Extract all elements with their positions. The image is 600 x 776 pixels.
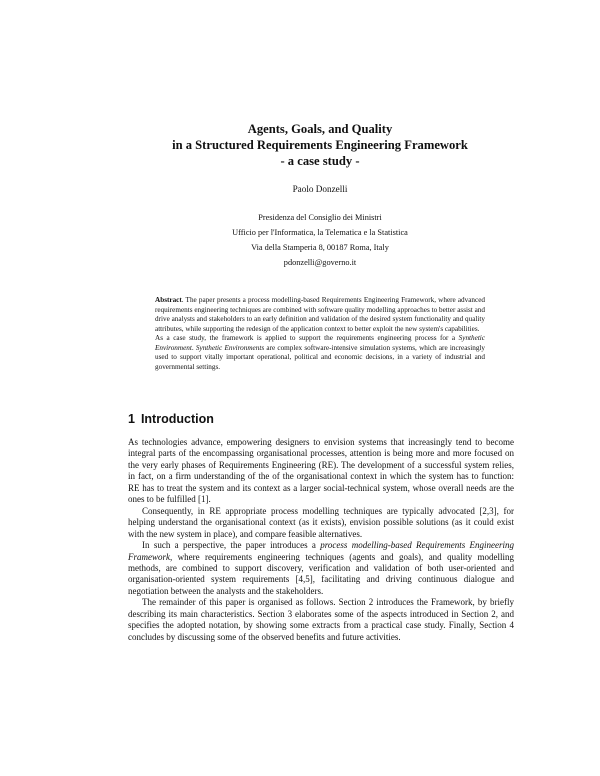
abstract-text-2b: . — [191, 343, 196, 352]
section-heading — [128, 412, 214, 426]
section-number: 1 — [128, 412, 135, 426]
body-paragraph-4: The remainder of this paper is organised as follows. Section 2 introduces the Framework, by briefly describing its main characteristics. Section 3 elaborates some of the aspects introduced in Section 2, and specifies the adopted notation, by showing some extracts from a practical case study. Finally, Section 4 concludes by discussing some of the observed benefits and future activities. — [128, 597, 514, 642]
author-email: pdonzelli@governo.it — [283, 258, 357, 267]
abstract-paragraph-2 — [155, 334, 485, 372]
abstract-label: Abstract — [155, 296, 182, 304]
abstract-term-2: Synthetic Environments — [195, 343, 265, 352]
body-paragraph-2: Consequently, in RE appropriate process modelling techniques are typically advocated [2,3], for helping understand the organisational context (as it exists), envision possible solutions (as it could exist with the new system in place), and compare feasible alternatives. — [128, 505, 514, 539]
abstract-text-2a: As a case study, the framework is applied to support the requirements engineering process for a — [155, 334, 459, 342]
body-term: process modelling-based Requirements Engineering Framework — [128, 540, 515, 562]
abstract-text-2c: are complex software-intensive simulation systems, which are increasingly used to support vitally important operational, political and economic decisions, in a variety of industrial and governmental settings. — [155, 343, 485, 371]
abstract-term-1: Synthetic Environment — [155, 334, 485, 352]
body-text-3b: , where requirements engineering techniques (agents and goals), and quality modelling methods, are combined to support discovery, verification and validation of both user-oriented and organisation-oriented system requirements [4,5], facilitating and driving continuous dialogue and negotiation between the analysts and the stakeholders. — [128, 551, 514, 596]
title-line-3: - a case study - — [280, 154, 360, 168]
body-paragraph-1: As technologies advance, empowering designers to envision systems that increasingly tend to become integral parts of the encompassing organisational processes, attention is being more and more focused on the very early phases of Requirements Engineering (RE). The development of a successful system relies, in fact, on a firm understanding of the of the organisational context in which the system has to function: RE has to treat the system and its context as a larger social-technical system, whose overall needs are the ones to be fulfilled [1]. — [128, 437, 514, 505]
section-body — [128, 437, 514, 643]
body-text-3a: In such a perspective, the paper introduces a — [142, 540, 321, 551]
title-line-1: Agents, Goals, and Quality — [247, 122, 393, 136]
title-line-2: in a Structured Requirements Engineering Framework — [172, 138, 468, 152]
affiliation-block — [200, 210, 440, 270]
abstract-text-1: . The paper presents a process modelling-based Requirements Engineering Framework, where advanced requirements engineering techniques are combined with software quality modelling approaches to better assist and drive analysts and stakeholders to an early definition and validation of the desired system functionality and quality attributes, while supporting the redesign of the application context to better exploit the new system's capabilities. — [155, 296, 485, 333]
affiliation-line-2: Ufficio per l'Informatica, la Telematica e la Statistica — [232, 228, 408, 237]
abstract-paragraph-1 — [155, 296, 485, 334]
paper-title — [100, 121, 540, 169]
body-paragraph-3 — [128, 540, 514, 597]
author-name: Paolo Donzelli — [292, 184, 348, 194]
affiliation-line-3: Via della Stamperia 8, 00187 Roma, Italy — [251, 243, 389, 252]
section-title: Introduction — [140, 412, 214, 426]
affiliation-line-1: Presidenza del Consiglio dei Ministri — [258, 213, 382, 222]
abstract-block — [155, 296, 485, 372]
